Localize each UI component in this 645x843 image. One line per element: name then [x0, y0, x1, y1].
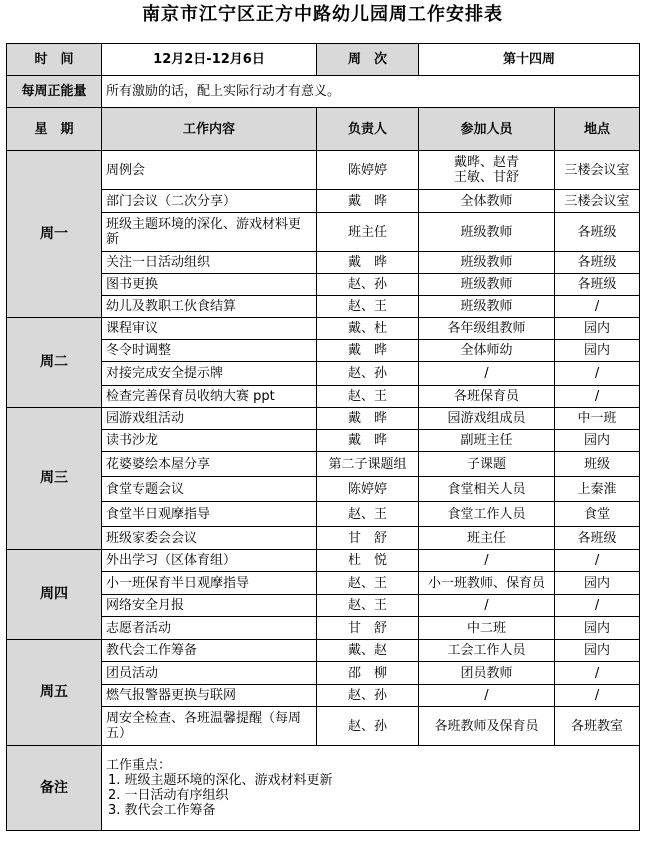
task-content: 课程审议	[102, 318, 317, 340]
task-location: 园内	[555, 430, 640, 452]
page-title: 南京市江宁区正方中路幼儿园周工作安排表	[142, 4, 503, 25]
task-location: 各班级	[555, 252, 640, 274]
task-content: 志愿者活动	[102, 617, 317, 640]
week-label: 周 次	[317, 44, 419, 76]
task-location: 园内	[555, 572, 640, 595]
task-location: 各班级	[555, 527, 640, 550]
motto-text: 所有激励的话，配上实际行动才有意义。	[102, 76, 640, 108]
task-participants: 工会工作人员	[419, 640, 555, 662]
task-location: /	[555, 386, 640, 408]
task-owner: 甘 舒	[317, 527, 419, 550]
schedule-table	[6, 43, 640, 831]
task-content: 冬令时调整	[102, 340, 317, 362]
notes-item: 3. 教代会工作筹备	[108, 803, 216, 818]
task-owner: 赵、王	[317, 502, 419, 527]
task-location: 各班教室	[555, 707, 640, 746]
table-row	[7, 640, 640, 662]
task-location: 园内	[555, 617, 640, 640]
table-row	[7, 252, 640, 274]
task-location: /	[555, 595, 640, 617]
table-row	[7, 477, 640, 502]
column-header-row	[7, 108, 640, 151]
table-row	[7, 274, 640, 296]
task-owner: 赵、王	[317, 572, 419, 595]
task-participants: 副班主任	[419, 430, 555, 452]
task-owner: 甘 舒	[317, 617, 419, 640]
task-participants: 团员教师	[419, 662, 555, 685]
task-participants: 小一班教师、保育员	[419, 572, 555, 595]
table-row	[7, 340, 640, 362]
notes-row	[7, 746, 640, 831]
table-row	[7, 318, 640, 340]
task-participants: 班级教师	[419, 252, 555, 274]
table-row	[7, 362, 640, 386]
task-owner: 第二子课题组	[317, 452, 419, 477]
task-participants: 各年级组教师	[419, 318, 555, 340]
col-location: 地点	[555, 108, 640, 151]
task-participants: /	[419, 550, 555, 572]
table-row	[7, 617, 640, 640]
task-participants: 班级教师	[419, 274, 555, 296]
task-participants: 全体教师	[419, 190, 555, 213]
table-row	[7, 296, 640, 318]
task-content: 团员活动	[102, 662, 317, 685]
task-location: 园内	[555, 640, 640, 662]
col-owner: 负责人	[317, 108, 419, 151]
task-participants: 班主任	[419, 527, 555, 550]
task-participants: 食堂相关人员	[419, 477, 555, 502]
task-owner: 赵、孙	[317, 274, 419, 296]
motto-label: 每周正能量	[7, 76, 102, 108]
task-participants: /	[419, 685, 555, 707]
task-content: 燃气报警器更换与联网	[102, 685, 317, 707]
task-participants: 全体师幼	[419, 340, 555, 362]
task-content: 园游戏组活动	[102, 408, 317, 430]
table-row	[7, 572, 640, 595]
task-content: 班级主题环境的深化、游戏材料更新	[102, 213, 317, 252]
task-participants: 中二班	[419, 617, 555, 640]
day-thursday: 周四	[7, 550, 102, 640]
col-content: 工作内容	[102, 108, 317, 151]
task-content: 图书更换	[102, 274, 317, 296]
header-row	[7, 44, 640, 76]
task-participants: 各班教师及保育员	[419, 707, 555, 746]
task-participants: /	[419, 595, 555, 617]
task-participants: 园游戏组成员	[419, 408, 555, 430]
task-owner: 班主任	[317, 213, 419, 252]
task-content: 食堂半日观摩指导	[102, 502, 317, 527]
task-location: 中一班	[555, 408, 640, 430]
task-owner: 赵、孙	[317, 362, 419, 386]
table-row	[7, 595, 640, 617]
task-participants: 食堂工作人员	[419, 502, 555, 527]
task-content: 对接完成安全提示牌	[102, 362, 317, 386]
table-row	[7, 408, 640, 430]
notes-heading: 工作重点：	[106, 758, 172, 773]
day-monday: 周一	[7, 151, 102, 318]
task-location: 各班级	[555, 213, 640, 252]
table-row	[7, 452, 640, 477]
task-location: /	[555, 662, 640, 685]
table-row	[7, 685, 640, 707]
table-row	[7, 190, 640, 213]
task-content: 班级家委会会议	[102, 527, 317, 550]
task-owner: 赵、孙	[317, 707, 419, 746]
table-row	[7, 550, 640, 572]
task-owner: 邵 柳	[317, 662, 419, 685]
task-participants: 各班保育员	[419, 386, 555, 408]
notes-item: 1. 班级主题环境的深化、游戏材料更新	[108, 773, 333, 788]
col-participants: 参加人员	[419, 108, 555, 151]
table-row	[7, 707, 640, 746]
notes-label: 备注	[7, 746, 102, 831]
task-content: 小一班保育半日观摩指导	[102, 572, 317, 595]
task-location: /	[555, 550, 640, 572]
task-content: 周例会	[102, 151, 317, 190]
motto-row	[7, 76, 640, 108]
task-location: /	[555, 296, 640, 318]
day-friday: 周五	[7, 640, 102, 746]
task-owner: 戴 晔	[317, 190, 419, 213]
notes-body	[102, 746, 640, 831]
table-row	[7, 151, 640, 190]
notes-item: 2. 一日活动有序组织	[108, 788, 229, 803]
task-participants: 班级教师	[419, 213, 555, 252]
task-owner: 戴 晔	[317, 340, 419, 362]
table-row	[7, 527, 640, 550]
task-content: 食堂专题会议	[102, 477, 317, 502]
task-participants: /	[419, 362, 555, 386]
task-location: 食堂	[555, 502, 640, 527]
day-tuesday: 周二	[7, 318, 102, 408]
table-row	[7, 386, 640, 408]
time-label: 时 间	[7, 44, 102, 76]
task-location: /	[555, 362, 640, 386]
task-participants: 戴晔、赵青 王敏、甘舒	[419, 151, 555, 190]
task-content: 周安全检查、各班温馨提醒（每周五）	[102, 707, 317, 746]
table-row	[7, 213, 640, 252]
task-location: /	[555, 685, 640, 707]
task-location: 上秦淮	[555, 477, 640, 502]
col-day: 星 期	[7, 108, 102, 151]
task-location: 园内	[555, 340, 640, 362]
task-content: 教代会工作筹备	[102, 640, 317, 662]
week-value: 第十四周	[419, 44, 640, 76]
task-owner: 陈婷婷	[317, 477, 419, 502]
task-content: 外出学习（区体育组）	[102, 550, 317, 572]
task-content: 花婆婆绘本屋分享	[102, 452, 317, 477]
task-owner: 戴 晔	[317, 430, 419, 452]
task-content: 幼儿及教职工伙食结算	[102, 296, 317, 318]
task-owner: 戴、杜	[317, 318, 419, 340]
time-value: 12月2日-12月6日	[102, 44, 317, 76]
task-participants: 子课题	[419, 452, 555, 477]
task-owner: 戴 晔	[317, 408, 419, 430]
table-row	[7, 430, 640, 452]
task-owner: 赵、王	[317, 296, 419, 318]
task-owner: 杜 悦	[317, 550, 419, 572]
task-owner: 陈婷婷	[317, 151, 419, 190]
task-owner: 戴 晔	[317, 252, 419, 274]
task-location: 三楼会议室	[555, 190, 640, 213]
task-owner: 赵、王	[317, 595, 419, 617]
task-location: 班级	[555, 452, 640, 477]
task-content: 读书沙龙	[102, 430, 317, 452]
task-content: 检查完善保育员收纳大赛 ppt	[102, 386, 317, 408]
task-location: 各班级	[555, 274, 640, 296]
task-content: 部门会议（二次分享）	[102, 190, 317, 213]
task-location: 三楼会议室	[555, 151, 640, 190]
day-wednesday: 周三	[7, 408, 102, 550]
task-location: 园内	[555, 318, 640, 340]
task-content: 关注一日活动组织	[102, 252, 317, 274]
task-owner: 戴、赵	[317, 640, 419, 662]
task-owner: 赵、孙	[317, 685, 419, 707]
table-row	[7, 662, 640, 685]
table-row	[7, 502, 640, 527]
task-owner: 赵、王	[317, 386, 419, 408]
task-participants: 班级教师	[419, 296, 555, 318]
task-content: 网络安全月报	[102, 595, 317, 617]
